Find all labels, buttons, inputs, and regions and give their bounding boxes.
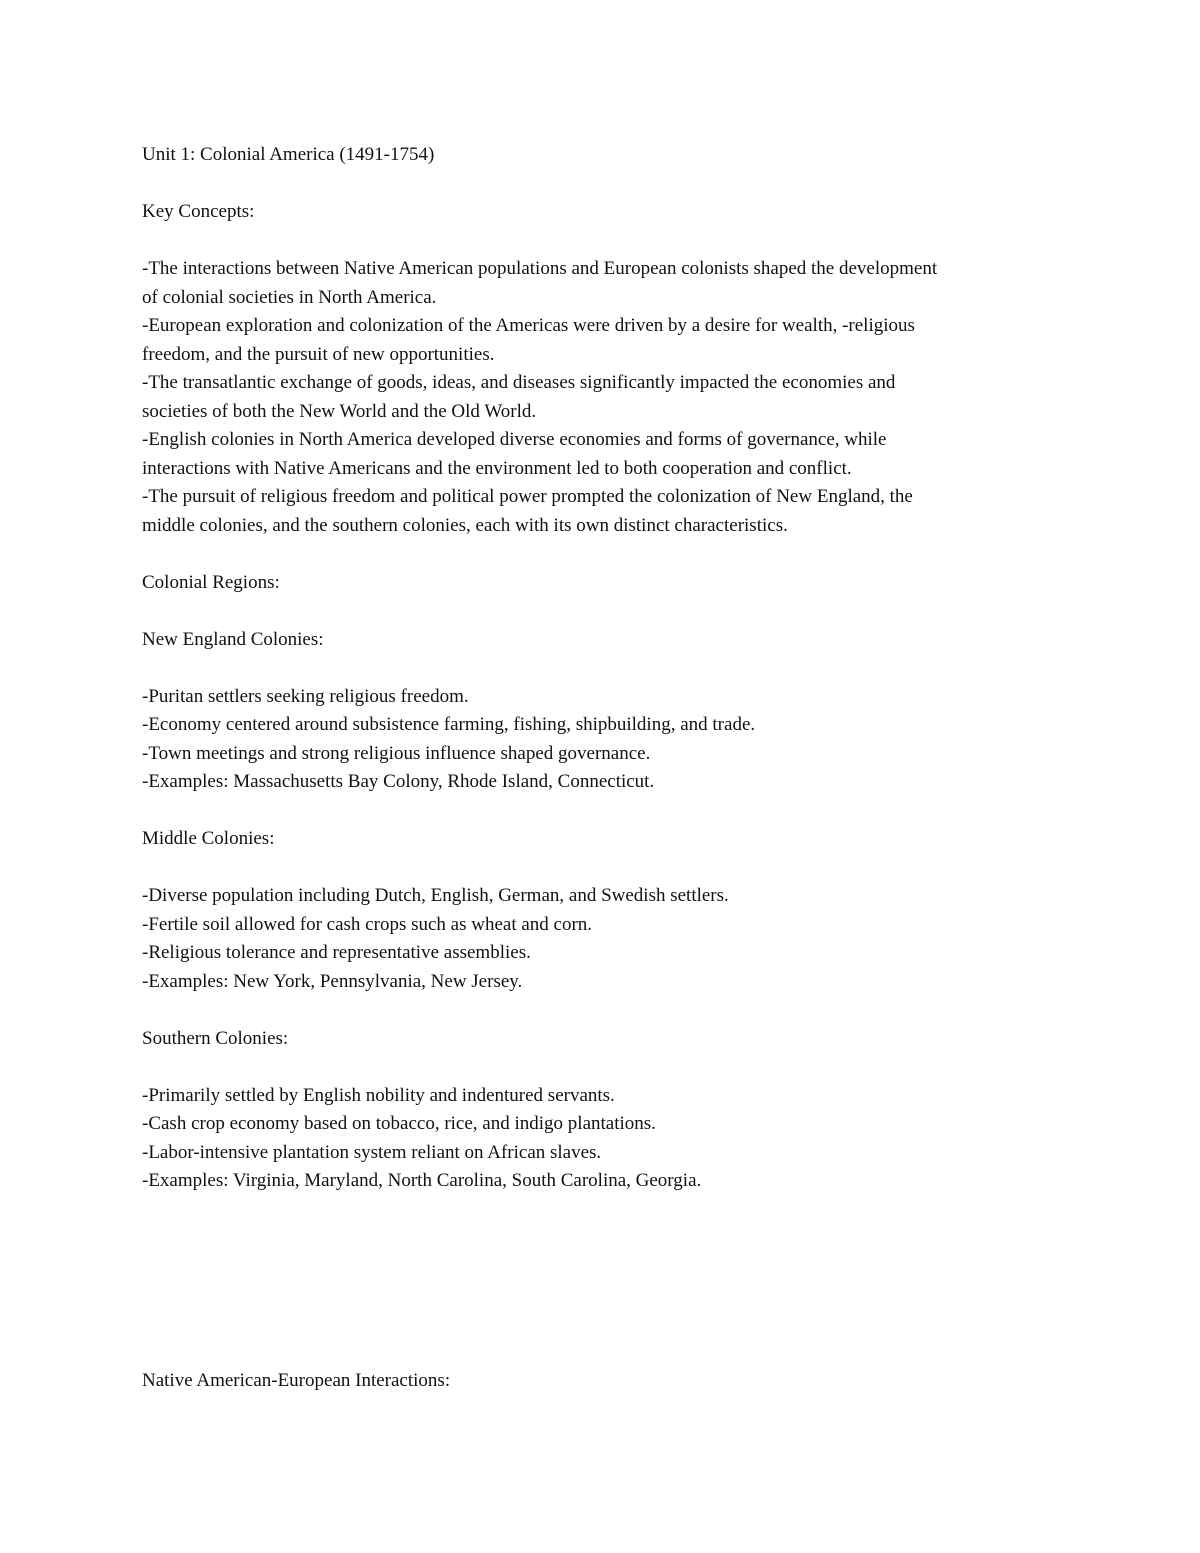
- list-item: -Examples: Virginia, Maryland, North Carolina, South Carolina, Georgia.: [142, 1170, 702, 1191]
- list-item: -Examples: New York, Pennsylvania, New Jersey.: [142, 970, 523, 992]
- list-item: -Primarily settled by English nobility and indentured servants.: [142, 1084, 615, 1106]
- blank-line: [142, 597, 1062, 626]
- blank-line: [142, 540, 1062, 569]
- key-concepts-line: -The pursuit of religious freedom and political power prompted the colonization of New England, the: [142, 486, 913, 507]
- key-concepts-line: of colonial societies in North America.: [142, 286, 437, 308]
- blank-line: [142, 227, 1062, 256]
- list-item: -Diverse population including Dutch, English, German, and Swedish settlers.: [142, 885, 729, 906]
- list-item: -Cash crop economy based on tobacco, rice, and indigo plantations.: [142, 1113, 656, 1134]
- colonial-regions-heading: Colonial Regions:: [142, 571, 280, 593]
- middle-colonies-list: [142, 882, 1062, 996]
- key-concepts-line: -The interactions between Native American populations and European colonists shaped the development: [142, 258, 938, 279]
- middle-colonies-heading: Middle Colonies:: [142, 828, 275, 849]
- list-item: -Fertile soil allowed for cash crops such as wheat and corn.: [142, 913, 593, 935]
- blank-line: [142, 854, 1062, 883]
- key-concepts-line: freedom, and the pursuit of new opportunities.: [142, 343, 495, 365]
- key-concepts-line: middle colonies, and the southern colonies, each with its own distinct characteristics.: [142, 514, 788, 536]
- southern-colonies-list: [142, 1082, 1062, 1196]
- interactions-heading: Native American-European Interactions:: [142, 1369, 451, 1391]
- list-item: -Labor-intensive plantation system reliant on African slaves.: [142, 1141, 602, 1163]
- document-title: Unit 1: Colonial America (1491-1754): [142, 144, 435, 165]
- blank-line: [142, 797, 1062, 826]
- key-concepts-line: interactions with Native Americans and the environment led to both cooperation and conflict.: [142, 457, 852, 479]
- new-england-heading: New England Colonies:: [142, 628, 324, 650]
- blank-line: [142, 1053, 1062, 1082]
- new-england-list: [142, 683, 1062, 797]
- blank-line: [142, 654, 1062, 683]
- blank-line: [142, 996, 1062, 1025]
- list-item: -Town meetings and strong religious influence shaped governance.: [142, 742, 651, 764]
- key-concepts-line: -European exploration and colonization of the Americas were driven by a desire for wealth, -religious: [142, 315, 915, 336]
- list-item: -Economy centered around subsistence farming, fishing, shipbuilding, and trade.: [142, 714, 756, 735]
- document-body: [142, 141, 1062, 1395]
- southern-colonies-heading: Southern Colonies:: [142, 1027, 289, 1049]
- list-item: -Religious tolerance and representative assemblies.: [142, 942, 531, 963]
- key-concepts-heading: Key Concepts:: [142, 201, 255, 222]
- list-item: -Puritan settlers seeking religious freedom.: [142, 685, 469, 707]
- list-item: -Examples: Massachusetts Bay Colony, Rhode Island, Connecticut.: [142, 771, 655, 792]
- key-concepts-paragraph: [142, 255, 1062, 540]
- blank-line: [142, 170, 1062, 199]
- blank-space: [142, 1196, 1062, 1367]
- key-concepts-line: -English colonies in North America developed diverse economies and forms of governance, while: [142, 429, 887, 450]
- key-concepts-line: societies of both the New World and the Old World.: [142, 400, 537, 422]
- key-concepts-line: -The transatlantic exchange of goods, ideas, and diseases significantly impacted the economies and: [142, 372, 896, 393]
